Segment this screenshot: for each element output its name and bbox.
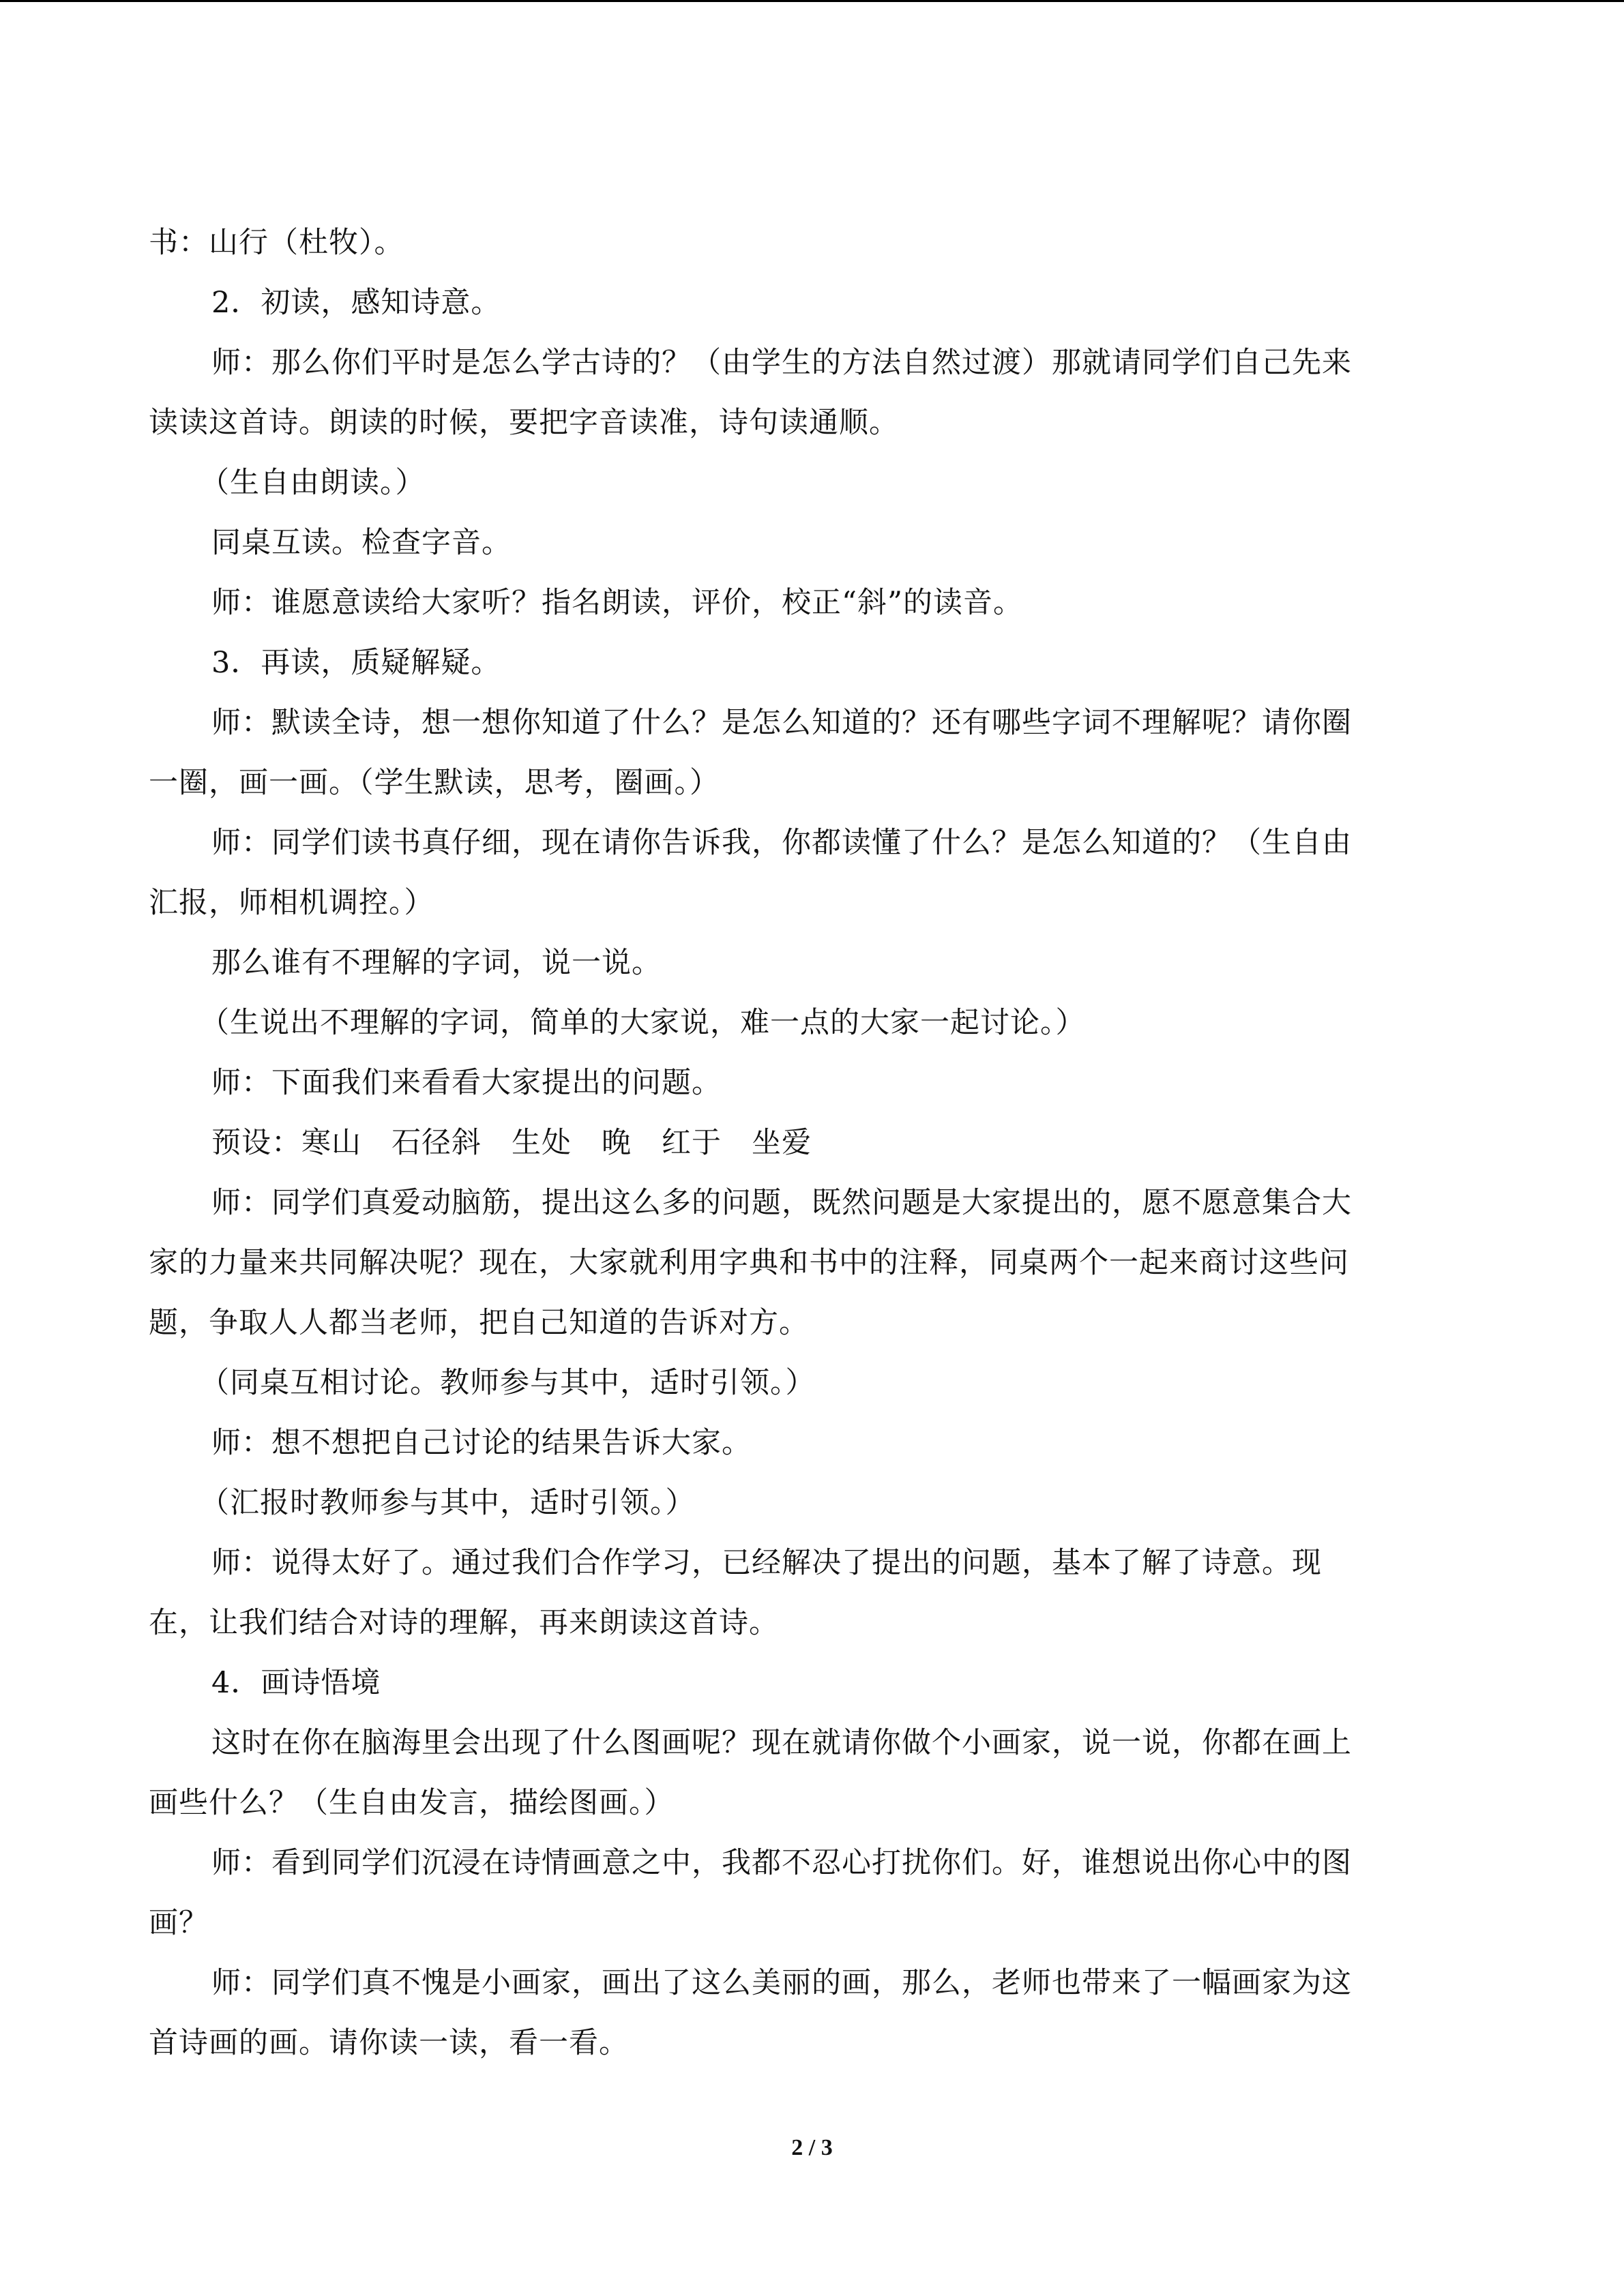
paragraph-line: 师：想不想把自己讨论的结果告诉大家。 bbox=[211, 1426, 752, 1460]
paragraph-line: 师：同学们真爱动脑筋，提出这么多的问题，既然问题是大家提出的，愿不愿意集合大 bbox=[211, 1186, 1352, 1220]
paragraph-line: 画？ bbox=[149, 1906, 209, 1940]
paragraph-line: 首诗画的画。请你读一读，看一看。 bbox=[149, 2026, 629, 2060]
paragraph-line: 师：下面我们来看看大家提出的问题。 bbox=[211, 1066, 722, 1100]
paragraph-line: 师：谁愿意读给大家听？指名朗读，评价，校正“斜”的读音。 bbox=[211, 586, 1023, 620]
paragraph-line: （生说出不理解的字词，简单的大家说，难一点的大家一起讨论。） bbox=[200, 1006, 1086, 1040]
document-body bbox=[149, 213, 1458, 2073]
paragraph-line: （生自由朗读。） bbox=[200, 466, 426, 500]
paragraph-line: 读读这首诗。朗读的时候，要把字音读准，诗句读通顺。 bbox=[149, 406, 899, 440]
paragraph-line: 预设：寒山 石径斜 生处 晚 红于 坐爱 bbox=[211, 1126, 812, 1160]
paragraph-line: 家的力量来共同解决呢？现在，大家就利用字典和书中的注释，同桌两个一起来商讨这些问 bbox=[149, 1246, 1349, 1280]
paragraph-line: 师：同学们真不愧是小画家，画出了这么美丽的画，那么，老师也带来了一幅画家为这 bbox=[211, 1966, 1352, 2000]
paragraph-line: 画些什么？（生自由发言，描绘图画。） bbox=[149, 1786, 675, 1820]
paragraph-line: 汇报，师相机调控。） bbox=[149, 886, 434, 920]
section-heading: 3．再读，质疑解疑。 bbox=[211, 646, 501, 680]
paragraph-line: 师：那么你们平时是怎么学古诗的？（由学生的方法自然过渡）那就请同学们自己先来 bbox=[211, 346, 1352, 380]
paragraph-line: 师：看到同学们沉浸在诗情画意之中，我都不忍心打扰你们。好，谁想说出你心中的图 bbox=[211, 1846, 1352, 1880]
section-heading: 4．画诗悟境 bbox=[211, 1666, 381, 1700]
paragraph-line: 这时在你在脑海里会出现了什么图画呢？现在就请你做个小画家，说一说，你都在画上 bbox=[211, 1726, 1352, 1760]
paragraph-line: 题，争取人人都当老师，把自己知道的告诉对方。 bbox=[149, 1306, 809, 1340]
paragraph-line: 师：同学们读书真仔细，现在请你告诉我，你都读懂了什么？是怎么知道的？（生自由 bbox=[211, 826, 1352, 860]
paragraph-line: 师：默读全诗，想一想你知道了什么？是怎么知道的？还有哪些字词不理解呢？请你圈 bbox=[211, 706, 1352, 740]
section-heading: 2．初读，感知诗意。 bbox=[211, 286, 501, 320]
paragraph-line: （同桌互相讨论。教师参与其中，适时引领。） bbox=[200, 1366, 816, 1400]
paragraph-line: 那么谁有不理解的字词，说一说。 bbox=[211, 946, 662, 980]
paragraph-line: （汇报时教师参与其中，适时引领。） bbox=[200, 1486, 696, 1520]
paragraph-line: 在，让我们结合对诗的理解，再来朗读这首诗。 bbox=[149, 1606, 779, 1640]
paragraph-line: 同桌互读。检查字音。 bbox=[211, 526, 512, 560]
page-number: 2 / 3 bbox=[791, 2135, 833, 2160]
paragraph-line: 师：说得太好了。通过我们合作学习，已经解决了提出的问题，基本了解了诗意。现 bbox=[211, 1546, 1322, 1580]
paragraph-line: 一圈，画一画。（学生默读，思考，圈画。） bbox=[149, 766, 720, 800]
page-top-border bbox=[0, 0, 1624, 2]
text-line: 书：山行（杜牧）。 bbox=[149, 226, 404, 260]
